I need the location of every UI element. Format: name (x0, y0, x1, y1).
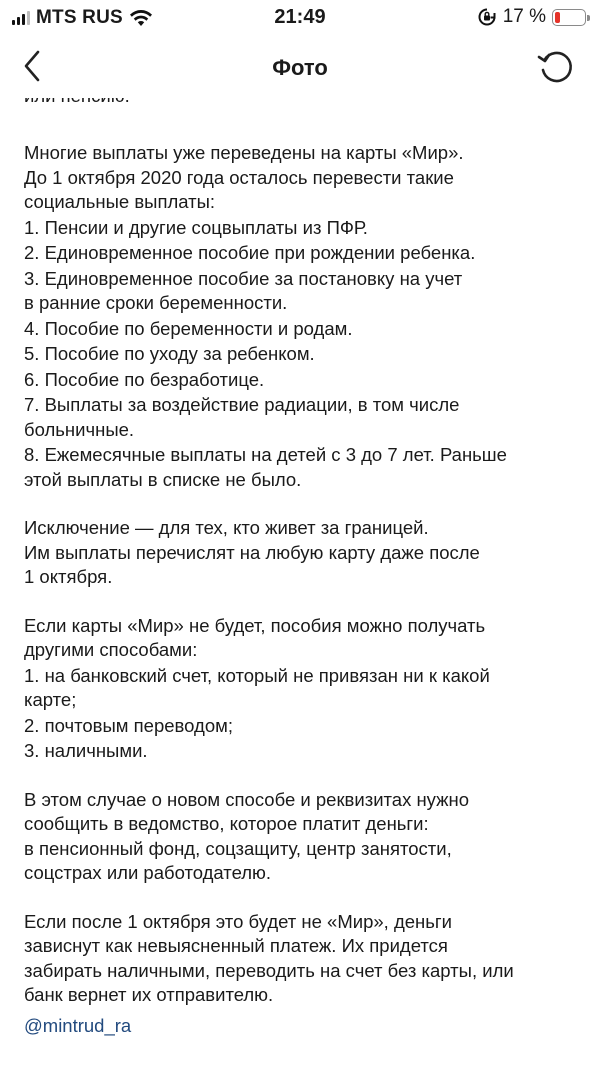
text-line: сообщить в ведомство, которое платит деньги: (24, 813, 429, 834)
text-line: Исключение — для тех, кто живет за границей. (24, 517, 429, 538)
status-right (477, 6, 586, 28)
rotate-ccw-icon[interactable] (536, 46, 576, 86)
paragraph-alternatives (24, 614, 584, 764)
list-item (24, 216, 584, 241)
account-handle-link[interactable]: @mintrud_ra (24, 1015, 132, 1036)
list-item (24, 368, 584, 393)
text-line: В этом случае о новом способе и реквизитах нужно (24, 788, 470, 810)
paragraph-warning (24, 910, 584, 1008)
list-item-line: 1. на банковский счет, который не привязан ни к какой (24, 664, 490, 686)
paragraph-exception (24, 516, 584, 590)
list-item (24, 664, 584, 713)
battery-level-fill (555, 12, 560, 23)
list-item-line: 3. наличными. (24, 740, 148, 761)
text-line: банк вернет их отправителю. (24, 984, 274, 1005)
list-item-line: 7. Выплаты за воздействие радиации, в том числе (24, 394, 460, 415)
payments-list (24, 216, 584, 493)
list-item (24, 739, 584, 764)
text-line: Если карты «Мир» не будет, пособия можно получать (24, 614, 486, 636)
text-line: забирать наличными, переводить на счет без карты, или (24, 959, 514, 981)
list-item (24, 393, 584, 442)
list-item-line: 8. Ежемесячные выплаты на детей с 3 до 7 лет. Раньше (24, 444, 507, 465)
list-item-line: карте; (24, 689, 77, 710)
status-bar (0, 0, 600, 34)
list-item-line: 2. почтовым переводом; (24, 714, 233, 736)
list-item-line: в ранние сроки беременности. (24, 292, 288, 313)
orientation-lock-icon (477, 7, 497, 27)
battery-icon (552, 9, 586, 26)
list-item-line: 5. Пособие по уходу за ребенком. (24, 343, 315, 364)
list-item (24, 342, 584, 367)
nav-bar (0, 34, 600, 98)
page-title: Фото (272, 55, 328, 80)
list-item-line: 3. Единовременное пособие за постановку на учет (24, 267, 463, 289)
list-item (24, 267, 584, 316)
text-line: в пенсионный фонд, соцзащиту, центр занятости, (24, 837, 452, 859)
list-item-line: этой выплаты в списке не было. (24, 468, 302, 490)
text-line: другими способами: (24, 639, 198, 660)
list-item (24, 443, 584, 492)
caption-text (24, 141, 584, 1032)
battery-percent: 17 % (502, 6, 546, 27)
post-caption (0, 98, 600, 1066)
paragraph-payments (24, 141, 584, 492)
text-line: До 1 октября 2020 года осталось перевести такие (24, 166, 454, 188)
carrier-name: MTS RUS (36, 7, 123, 28)
list-item (24, 317, 584, 342)
text-line: социальные выплаты: (24, 191, 216, 212)
list-item-line: 4. Пособие по беременности и родам. (24, 317, 353, 339)
alternatives-list (24, 664, 584, 764)
list-item-line: 2. Единовременное пособие при рождении ребенка. (24, 242, 476, 263)
clock: 21:49 (274, 6, 326, 28)
list-item-line: больничные. (24, 418, 135, 440)
paragraph-notify (24, 788, 584, 886)
text-line: зависнут как невыясненный платеж. Их придется (24, 935, 448, 956)
text-line: Им выплаты перечислят на любую карту даже после (24, 541, 480, 563)
list-item (24, 714, 584, 739)
text-line: соцстрах или работодателю. (24, 862, 272, 883)
text-line: 1 октября. (24, 566, 113, 587)
list-item (24, 241, 584, 266)
list-item-line: 6. Пособие по безработице. (24, 368, 265, 390)
text-line: Многие выплаты уже переведены на карты «Мир». (24, 142, 464, 163)
list-item-line: 1. Пенсии и другие соцвыплаты из ПФР. (24, 216, 368, 238)
text-line: Если после 1 октября это будет не «Мир», деньги (24, 910, 452, 932)
